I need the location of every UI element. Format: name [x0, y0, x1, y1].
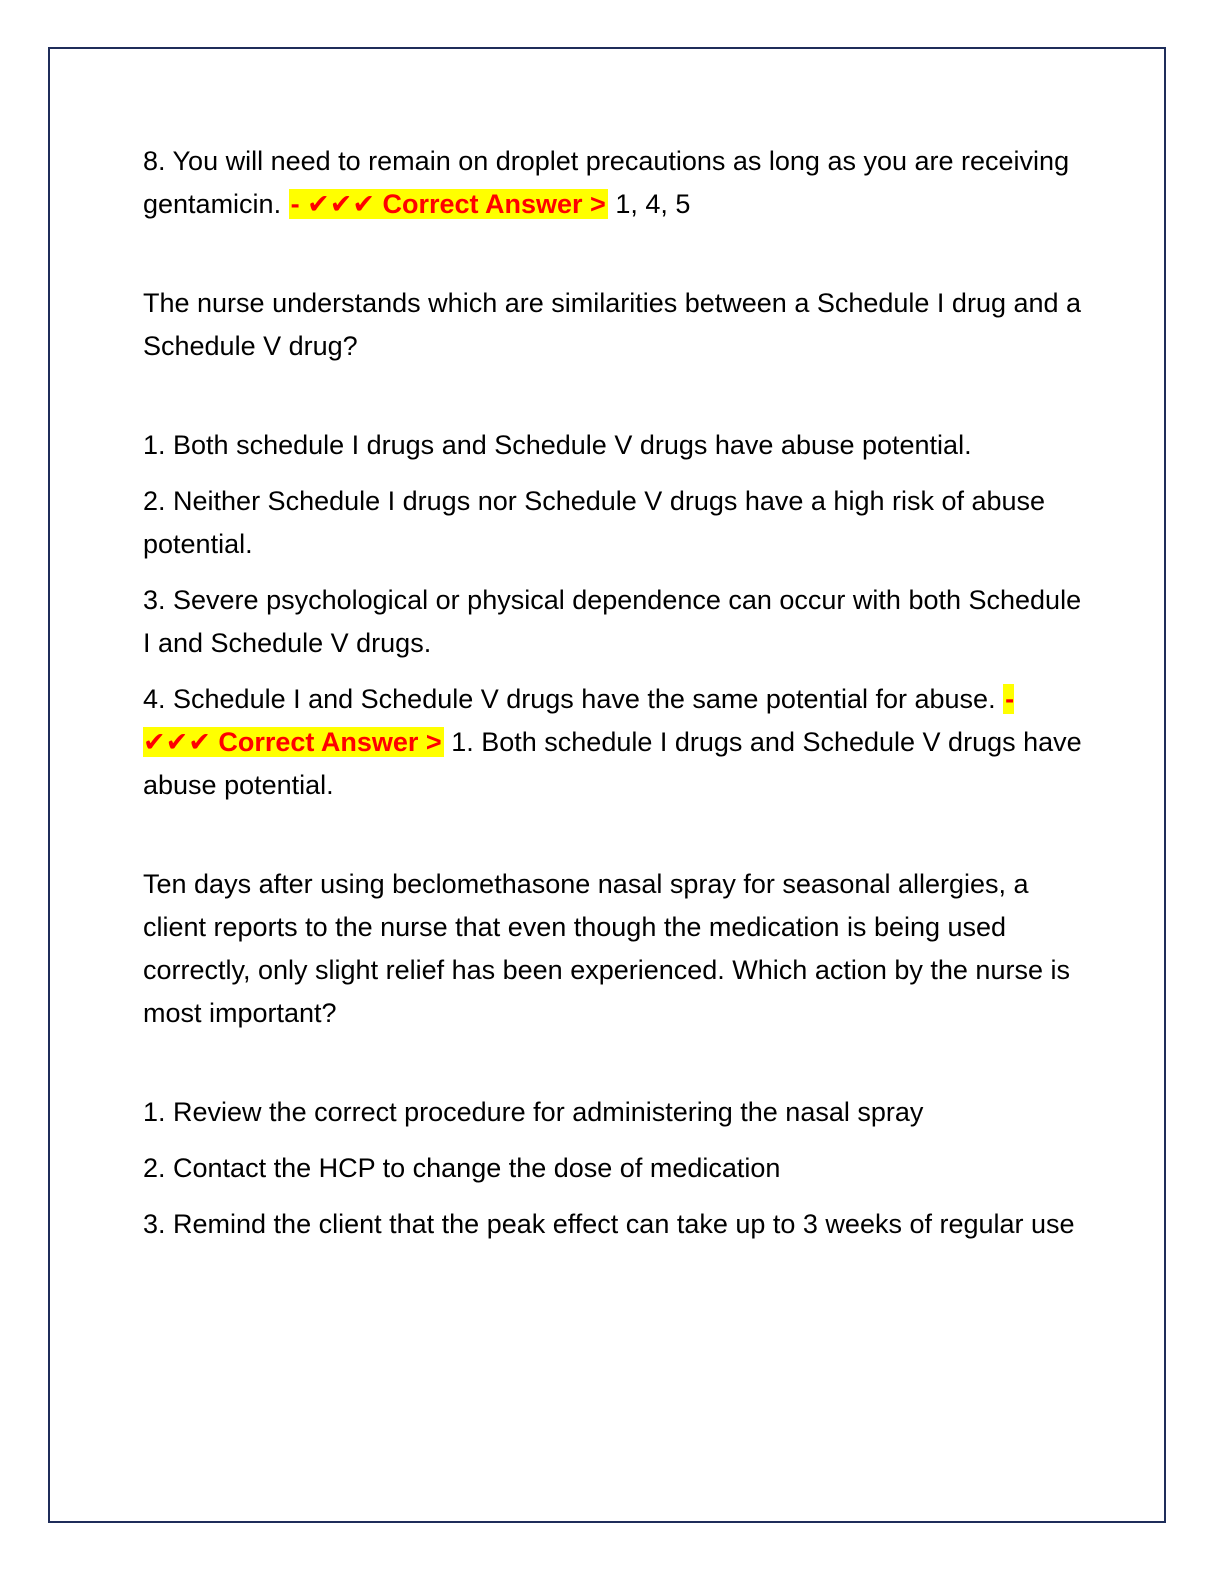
beclomethasone-question: Ten days after using beclomethasone nasal spray for seasonal allergies, a client reports to the nurse that even though the medication is being used correctly, only slight relief has been experienced. Which action by the nurse is most important? — [143, 869, 1070, 1028]
beclomethasone-option-2: 2. Contact the HCP to change the dose of medication — [143, 1153, 781, 1183]
schedule-option-2: 2. Neither Schedule I drugs nor Schedule V drugs have a high risk of abuse potential. — [143, 486, 1046, 559]
schedule-answer: 1. Both schedule I drugs and Schedule V drugs have abuse potential. — [143, 727, 1082, 800]
schedule-option-4-text: 4. Schedule I and Schedule V drugs have the same potential for abuse. — [143, 684, 996, 714]
schedule-option-3: 3. Severe psychological or physical dependence can occur with both Schedule I and Schedule V drugs. — [143, 585, 1082, 658]
schedule-option-1: 1. Both schedule I drugs and Schedule V drugs have abuse potential. — [143, 430, 972, 460]
q8-statement — [143, 140, 1083, 226]
beclomethasone-option-3: 3. Remind the client that the peak effect can take up to 3 weeks of regular use — [143, 1209, 1075, 1239]
schedule-option-4 — [143, 678, 1083, 807]
correct-answer-marker: - ✔✔✔ Correct Answer > — [143, 684, 1015, 757]
q8-text: 8. You will need to remain on droplet precautions as long as you are receiving gentamicin. — [143, 146, 1070, 219]
document-body — [143, 140, 1083, 1246]
correct-answer-marker: - ✔✔✔ Correct Answer > — [290, 189, 606, 219]
beclomethasone-option-1: 1. Review the correct procedure for administering the nasal spray — [143, 1097, 924, 1127]
q8-answer: 1, 4, 5 — [615, 189, 691, 219]
schedule-question: The nurse understands which are similarities between a Schedule I drug and a Schedule V drug? — [143, 288, 1082, 361]
